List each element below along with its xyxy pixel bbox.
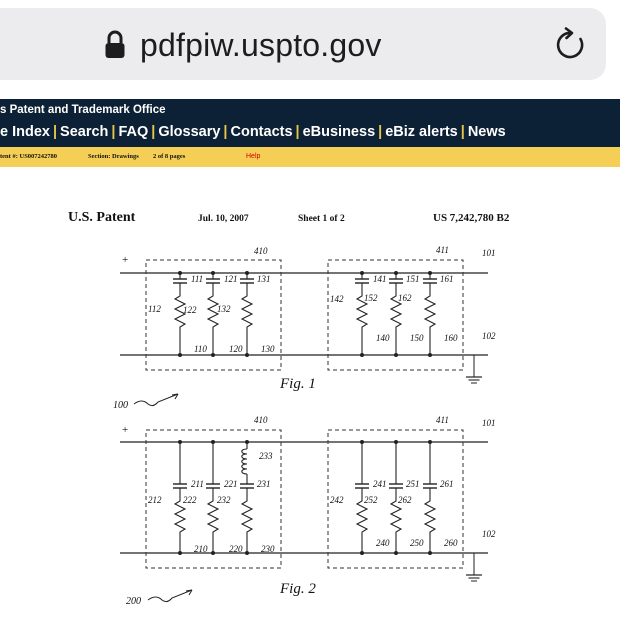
ref-label: 410 [254, 246, 268, 256]
ref-label: 410 [254, 415, 268, 425]
patent-date: Jul. 10, 2007 [198, 214, 249, 224]
patent-header-left: U.S. Patent [68, 210, 136, 225]
ref-label: 120 [229, 344, 243, 354]
nav-separator: | [151, 124, 156, 140]
reload-icon[interactable] [553, 27, 589, 63]
ref-label: 240 [376, 538, 390, 548]
ref-label: 231 [257, 479, 271, 489]
nav-separator: | [378, 124, 383, 140]
ref-label: 111 [191, 274, 204, 284]
nav-separator: | [460, 124, 465, 140]
ref-label: 252 [364, 495, 378, 505]
ref-label: 142 [330, 294, 344, 304]
nav-ebiz-alerts[interactable]: eBiz alerts [385, 124, 458, 140]
help-link[interactable]: Help [246, 153, 261, 160]
nav-separator: | [295, 124, 300, 140]
ref-label: 222 [183, 495, 197, 505]
ref-label: 233 [259, 451, 273, 461]
ref-label: 242 [330, 495, 344, 505]
ref-label: 110 [194, 344, 207, 354]
ref-label: 232 [217, 495, 231, 505]
ref-label: 101 [482, 248, 496, 258]
ref-label: 141 [373, 274, 387, 284]
ref-100: 100 [113, 400, 128, 411]
ref-label: 230 [261, 544, 275, 554]
ref-label: 160 [444, 333, 458, 343]
lock-icon [104, 30, 126, 60]
nav-separator: | [52, 124, 58, 140]
ref-label: 121 [224, 274, 238, 284]
ref-label: 112 [148, 304, 161, 314]
plus-sign: + [122, 424, 129, 436]
nav-separator: | [111, 124, 116, 140]
ref-label: 151 [406, 274, 420, 284]
section-info: Section: Drawings [88, 153, 139, 160]
ref-label: 152 [364, 293, 378, 303]
nav-search[interactable]: Search [60, 124, 109, 140]
nav-faq[interactable]: FAQ [118, 124, 149, 140]
ref-label: 251 [406, 479, 420, 489]
ref-label: 221 [224, 479, 238, 489]
figure-1-caption: Fig. 1 [280, 376, 316, 392]
ref-label: 102 [482, 529, 496, 539]
figure-2-caption: Fig. 2 [280, 581, 316, 597]
ref-label: 140 [376, 333, 390, 343]
main-nav [0, 124, 506, 140]
ref-label: 122 [183, 305, 197, 315]
ref-label: 262 [398, 495, 412, 505]
ref-label: 241 [373, 479, 387, 489]
nav-glossary[interactable]: Glossary [158, 124, 221, 140]
ref-label: 130 [261, 344, 275, 354]
ref-label: 250 [410, 538, 424, 548]
ref-label: 132 [217, 304, 231, 314]
ref-200: 200 [126, 596, 141, 607]
patent-number: US 7,242,780 B2 [433, 212, 510, 224]
figure-2 [120, 415, 496, 607]
ref-label: 212 [148, 495, 162, 505]
ref-label: 411 [436, 415, 449, 425]
ref-label: 162 [398, 293, 412, 303]
pages-info: 2 of 8 pages [153, 153, 186, 160]
ref-label: 131 [257, 274, 271, 284]
ref-label: 411 [436, 245, 449, 255]
ref-label: 260 [444, 538, 458, 548]
nav-patent-index[interactable]: e Index [0, 124, 50, 140]
nav-contacts[interactable]: Contacts [230, 124, 293, 140]
ref-label: 102 [482, 331, 496, 341]
nav-ebusiness[interactable]: eBusiness [302, 124, 376, 140]
url-text: pdfpiw.uspto.gov [140, 26, 382, 63]
nav-news[interactable]: News [467, 124, 506, 140]
url-display[interactable] [104, 22, 382, 68]
ref-label: 261 [440, 479, 454, 489]
patent-number-info: tent #: US007242780 [0, 153, 58, 160]
ref-label: 150 [410, 333, 424, 343]
ref-label: 161 [440, 274, 454, 284]
nav-separator: | [223, 124, 228, 140]
plus-sign: + [122, 254, 129, 266]
ref-label: 210 [194, 544, 208, 554]
ref-label: 101 [482, 418, 496, 428]
ref-label: 211 [191, 479, 204, 489]
agency-name: s Patent and Trademark Office [0, 104, 166, 116]
sheet-number: Sheet 1 of 2 [298, 214, 345, 224]
patent-drawing [0, 167, 620, 626]
ref-label: 220 [229, 544, 243, 554]
figure-1 [113, 245, 496, 411]
